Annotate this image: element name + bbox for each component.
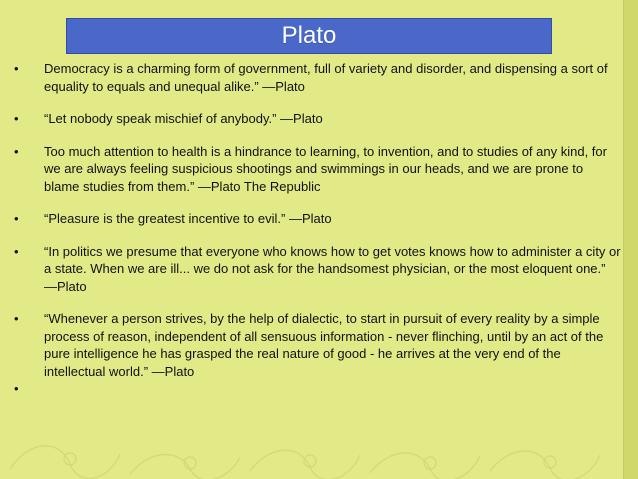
bullet-item [10, 210, 625, 228]
decorative-swirls [0, 419, 638, 479]
bullet-text: Democracy is a charming form of government, full of variety and disorder, and dispensing a sort of equality to equals and unequal alike.” —Plato [44, 61, 608, 94]
bullet-list [10, 58, 625, 398]
decorative-side-border [623, 0, 638, 479]
bullet-text: Too much attention to health is a hindrance to learning, to invention, and to studies of any kind, for we are always feeling suspicious shootings and swimmings in our heads, and we are prone to blame studies from them.” —Plato The Republic [44, 143, 607, 194]
bullet-text: “In politics we presume that everyone who knows how to get votes knows how to administer a city or a state. When we are ill... we do not ask for the handsomest physician, or the most eloquent one.” —Plato [44, 243, 621, 294]
bullet-glyph: • [14, 111, 19, 126]
bullet-item [10, 143, 625, 196]
bullet-glyph: • [14, 61, 19, 76]
bullet-text: “Let nobody speak mischief of anybody.” —Plato [44, 111, 323, 126]
bullet-text: “Pleasure is the greatest incentive to evil.” —Plato [44, 211, 332, 226]
bullet-item [10, 243, 625, 296]
slide-title: Plato [281, 22, 337, 49]
bullet-text: “Whenever a person strives, by the help of dialectic, to start in pursuit of every reality by a simple process of reason, independent of all sensuous information - never flinching, until by an act of the pure intelligence he has grasped the real nature of good - he arrives at the very end of the intellectual world.” —Plato [44, 311, 604, 379]
bullet-glyph: • [14, 311, 19, 326]
bullet-item [10, 110, 625, 128]
bullet-item [10, 380, 625, 398]
bullet-glyph: • [14, 243, 19, 259]
bullet-glyph: • [14, 211, 19, 226]
bullet-glyph: • [14, 143, 19, 159]
bullet-glyph: • [14, 381, 19, 396]
bullet-item [10, 60, 625, 95]
bullet-item [10, 310, 625, 380]
title-bar [66, 18, 552, 54]
